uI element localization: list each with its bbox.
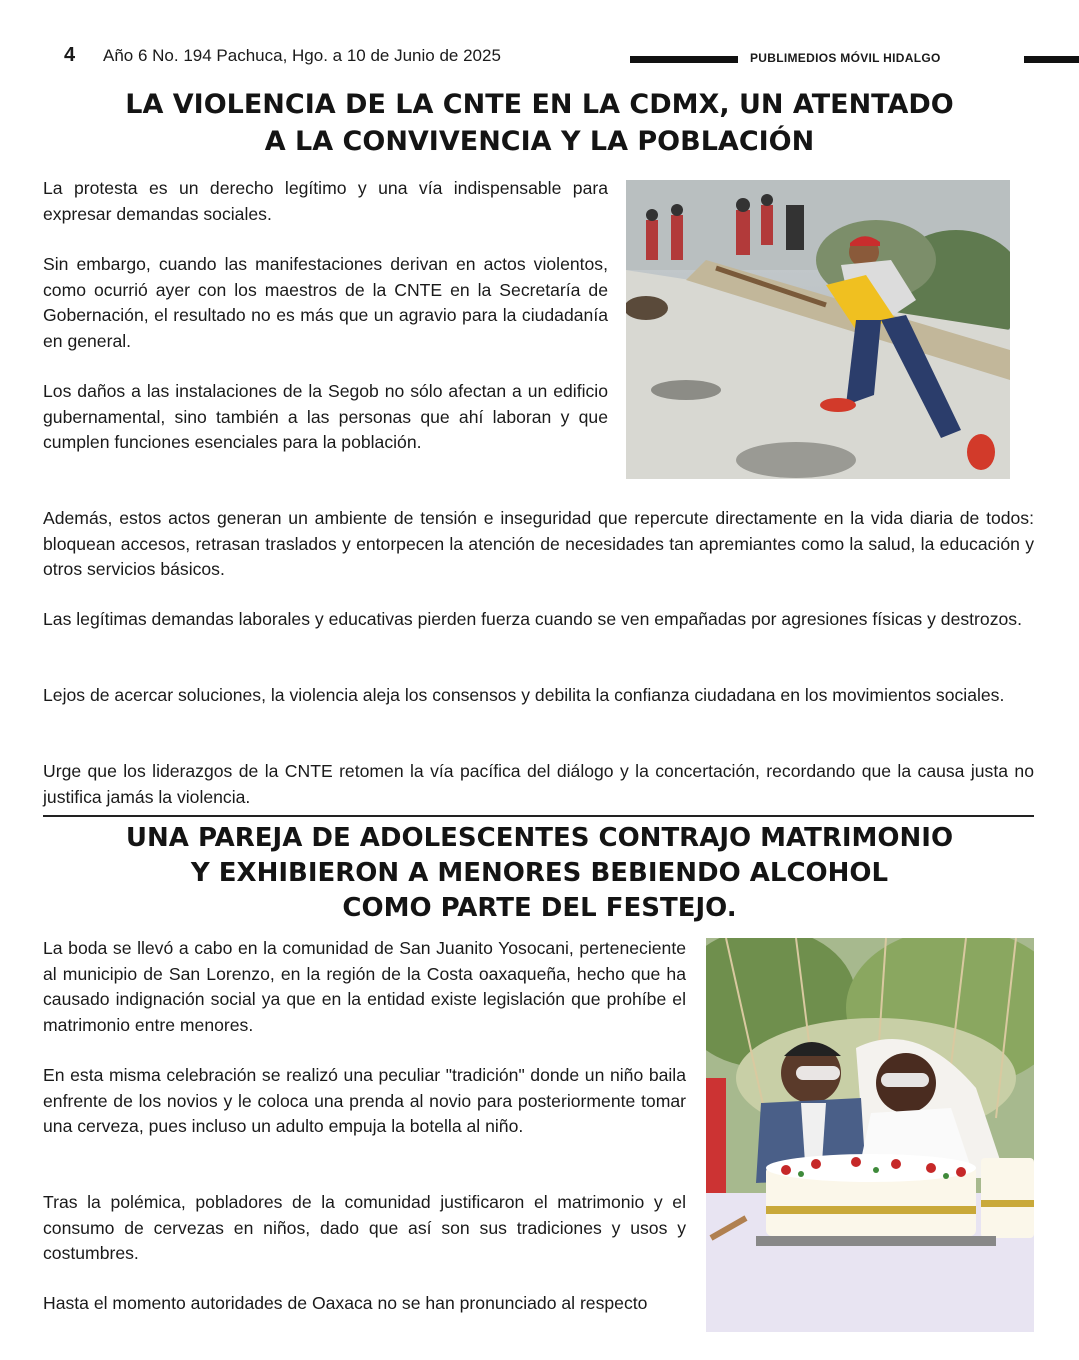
page-number: 4 xyxy=(64,44,76,66)
wedding-photo xyxy=(706,938,1034,1332)
header-rule-left xyxy=(630,56,738,63)
article2-paragraph-4: Hasta el momento autoridades de Oaxaca no se han pronunciado al respecto xyxy=(43,1293,648,1313)
article1-headline-line1: LA VIOLENCIA DE LA CNTE EN LA CDMX, UN ATENTADO xyxy=(125,89,954,120)
issue-info: Año 6 No. 194 Pachuca, Hgo. a 10 de Junio de 2025 xyxy=(103,46,501,65)
article1-paragraph-3: Los daños a las instalaciones de la Segob no sólo afectan a un edificio gubernamental, sino también a las personas que ahí laboran y que cumplen funciones esenciales para la población. xyxy=(43,381,608,452)
publication-name: PUBLIMEDIOS MÓVIL HIDALGO xyxy=(750,51,941,65)
article2-paragraph-3: Tras la polémica, pobladores de la comunidad justificaron el matrimonio y el consumo de cervezas en niños, dado que así son sus tradiciones y usos y costumbres. xyxy=(43,1192,686,1263)
article1-headline-line2: A LA CONVIVENCIA Y LA POBLACIÓN xyxy=(264,126,815,157)
article1-paragraph-6: Lejos de acercar soluciones, la violencia aleja los consensos y debilita la confianza ciudadana en los movimientos sociales. xyxy=(43,685,1005,705)
header-rule-right xyxy=(1024,56,1079,63)
article1-paragraph-2: Sin embargo, cuando las manifestaciones derivan en actos violentos, como ocurrió ayer con los maestros de la CNTE en la Secretaría de Gobernación, el resultado no es más que un agravio para la ciudadanía en general. xyxy=(43,254,608,351)
article1-paragraph-1: La protesta es un derecho legítimo y una vía indispensable para expresar demandas sociales. xyxy=(43,178,608,224)
article1-headline xyxy=(30,86,1049,160)
protest-photo xyxy=(626,180,1010,479)
article2-headline xyxy=(30,821,1049,926)
article2-headline-line3: COMO PARTE DEL FESTEJO. xyxy=(342,893,737,923)
article2-paragraph-1: La boda se llevó a cabo en la comunidad de San Juanito Yosocani, perteneciente al municipio de San Lorenzo, en la región de la Costa oaxaqueña, hecho que ha causado indignación social ya que en la entidad existe legislación que prohíbe el matrimonio entre menores. xyxy=(43,938,686,1035)
article2-paragraph-2: En esta misma celebración se realizó una peculiar "tradición" donde un niño baila enfrente de los novios y le coloca una prenda al novio para posteriormente tomar una cerveza, pues incluso un adulto empuja la botella al niño. xyxy=(43,1065,686,1136)
article1-paragraph-7: Urge que los liderazgos de la CNTE retomen la vía pacífica del diálogo y la concertación, recordando que la causa justa no justifica jamás la violencia. xyxy=(43,761,1034,807)
article1-paragraph-4: Además, estos actos generan un ambiente de tensión e inseguridad que repercute directamente en la vida diaria de todos: bloquean accesos, retrasan traslados y entorpecen la atención de necesidades tan apremiantes como la salud, la educación y otros servicios básicos. xyxy=(43,508,1034,579)
page-header xyxy=(0,44,1079,74)
section-divider xyxy=(43,815,1034,817)
article2-headline-line1: UNA PAREJA DE ADOLESCENTES CONTRAJO MATRIMONIO xyxy=(125,823,954,853)
article1-paragraph-5: Las legítimas demandas laborales y educativas pierden fuerza cuando se ven empañadas por agresiones físicas y destrozos. xyxy=(43,609,1022,629)
article2-headline-line2: Y EXHIBIERON A MENORES BEBIENDO ALCOHOL xyxy=(190,858,889,888)
